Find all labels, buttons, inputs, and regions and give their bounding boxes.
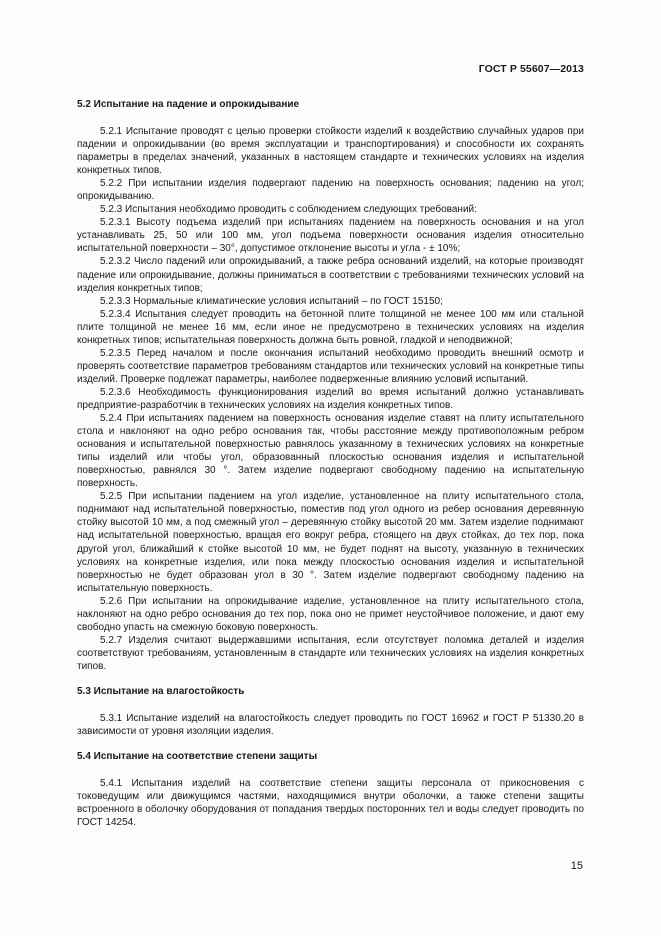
paragraph-5-2-5: 5.2.5 При испытании падением на угол изделие, установленное на плиту испытательного стола, поднимают над испытательной поверхностью, поместив под угол одного из ребер основания деревянную стойку высотой 10 мм, а под смежный угол – деревянную стойку высотой 20 мм. Затем изделие поднимают над испытательной поверхностью, вращая его вокруг ребра, стоящего на двух стойках, до тех пор, пока другой угол, ближайший к стойке высотой 10 мм, не будет поднят на высоту, указанную в технических условиях на конкретные изделия, или пока между плоскостью основания изделия и испытательной поверхностью не будет образован угол в 30 °. Затем изделие подвергают свободному падению на испытательную поверхность. <box>77 491 584 594</box>
paragraph-5-2-4: 5.2.4 При испытаниях падением на поверхность основания изделие ставят на плиту испытательного стола и наклоняют на одно ребро основания так, чтобы расстояние между противоположным ребром основания и испытательной поверхностью равнялось указанному в технических условиях на конкретные типы изделий или чтобы угол, образованный плоскостью основания изделия и испытательной поверхностью, равнялся 30 °. Затем изделие подвергают свободному падению на испытательную поверхность. <box>77 413 584 490</box>
paragraph-5-2-3-2: 5.2.3.2 Число падений или опрокидываний, а также ребра оснований изделий, на которые производят падение или опрокидывание, должны приниматься в соответствии с требованиями технических условий на изделия конкретных типов; <box>77 256 584 294</box>
section-heading-5-2: 5.2 Испытание на падение и опрокидывание <box>77 99 300 110</box>
paragraph-5-4-1: 5.4.1 Испытания изделий на соответствие степени защиты персонала от прикосновения с токоведущим или движущимся частями, находящимися внутри оболочки, а также степени защиты встроенного в оболочку оборудования от попадания твердых посторонних тел и воды следует проводить по ГОСТ 14254. <box>77 778 584 829</box>
page-number: 15 <box>570 860 583 872</box>
paragraph-5-2-3-1: 5.2.3.1 Высоту подъема изделий при испытаниях падением на поверхность основания и на угол устанавливать 25, 50 или 100 мм, угол подъема поверхности основания изделия относительно испытательной поверхности – 30°, допустимое отклонение высоты и угла - ± 10%; <box>77 217 584 255</box>
section-heading-5-4: 5.4 Испытание на соответствие степени защиты <box>77 751 318 763</box>
paragraph-5-2-3-5: 5.2.3.5 Перед началом и после окончания испытаний необходимо проводить внешний осмотр и проверять соответствие параметров требованиям стандартов или технических условий на конкретные типы изделий. Проверке подлежат параметры, наиболее подверженные влиянию условий испытаний. <box>77 347 584 385</box>
paragraph-5-2-7: 5.2.7 Изделия считают выдержавшими испытания, если отсутствует поломка деталей и изделия соответствуют требованиям, установленным в стандарте или технических условиях на изделия конкретных типов. <box>77 634 584 672</box>
paragraph-5-2-3-4: 5.2.3.4 Испытания следует проводить на бетонной плите толщиной не менее 100 мм или стальной плите толщиной не менее 16 мм, если иное не предусмотрено в технических условиях на изделия конкретных типов; испытательная поверхность должна быть ровной, гладкой и неподвижной; <box>77 308 584 346</box>
section-heading-5-3: 5.3 Испытание на влагостойкость <box>77 685 245 697</box>
paragraph-5-2-6: 5.2.6 При испытании на опрокидывание изделие, установленное на плиту испытательного стола, наклоняют на одно ребро основания до тех пор, пока оно не примет неустойчивое положение, и дают ему свободно упасть на смежную боковую поверхность. <box>77 595 584 633</box>
paragraph-5-2-1: 5.2.1 Испытание проводят с целью проверки стойкости изделий к воздействию случайных ударов при падении и опрокидывании (во время эксплуатации и транспортирования) и способности их сохранять параметры в пределах значений, указанных в настоящем стандарте и технических условиях на изделия конкретных типов. <box>77 126 584 177</box>
document-header: ГОСТ Р 55607—2013 <box>478 63 584 75</box>
document-body <box>77 86 584 829</box>
paragraph-5-3-1: 5.3.1 Испытание изделий на влагостойкость следует проводить по ГОСТ 16962 и ГОСТ Р 51330.20 в зависимости от уровня изоляции изделия. <box>77 712 584 738</box>
paragraph-5-2-3-3: 5.2.3.3 Нормальные климатические условия испытаний – по ГОСТ 15150; <box>100 295 443 307</box>
paragraph-5-2-2: 5.2.2 При испытании изделия подвергают падению на поверхность основания; падению на угол; опрокидыванию. <box>77 178 584 203</box>
paragraph-5-2-3: 5.2.3 Испытания необходимо проводить с соблюдением следующих требований: <box>100 204 477 216</box>
paragraph-5-2-3-6: 5.2.3.6 Необходимость функционирования изделий во время испытаний должно устанавливать предприятие-разработчик в технических условиях на изделия конкретных типов. <box>77 386 584 411</box>
